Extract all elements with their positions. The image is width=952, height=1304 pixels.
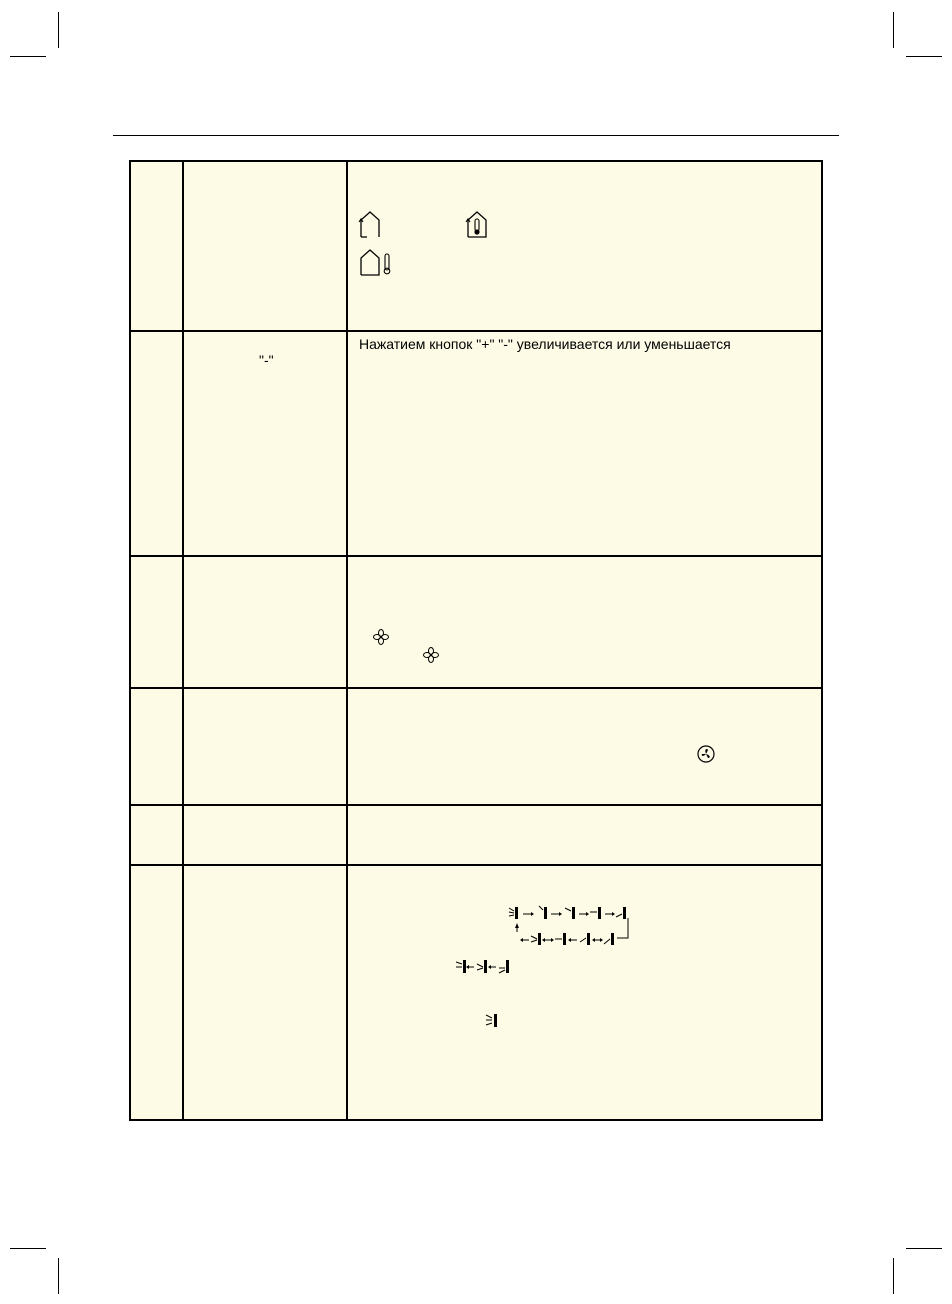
house-thermometer-icon (465, 210, 489, 238)
crop-mark (10, 1248, 46, 1249)
louver-cycle-icon (507, 904, 647, 954)
table-row (131, 555, 821, 687)
table-row (131, 330, 821, 555)
crop-mark (893, 12, 894, 48)
table-row (131, 162, 821, 330)
house-arrow-icon (359, 210, 381, 238)
crop-mark (58, 1258, 59, 1294)
header-rule (113, 135, 839, 136)
louver-single-icon (485, 1012, 503, 1030)
row-description: Нажатием кнопок "+" "-" увеличивается или уменьшается (359, 336, 731, 352)
fan-circle-icon (697, 745, 715, 763)
louver-swing-icon (455, 958, 521, 978)
crop-mark (58, 12, 59, 48)
crop-mark (906, 56, 942, 57)
table-row (131, 804, 821, 864)
instruction-table (129, 160, 823, 1121)
table-row (131, 864, 821, 1119)
crop-mark (906, 1248, 942, 1249)
row-name: "-" (259, 352, 274, 368)
crop-mark (893, 1258, 894, 1294)
fan-icon (423, 647, 439, 663)
fan-icon (373, 629, 389, 645)
table-row (131, 687, 821, 804)
house-thermometer-outline-icon (359, 248, 393, 276)
crop-mark (10, 56, 46, 57)
